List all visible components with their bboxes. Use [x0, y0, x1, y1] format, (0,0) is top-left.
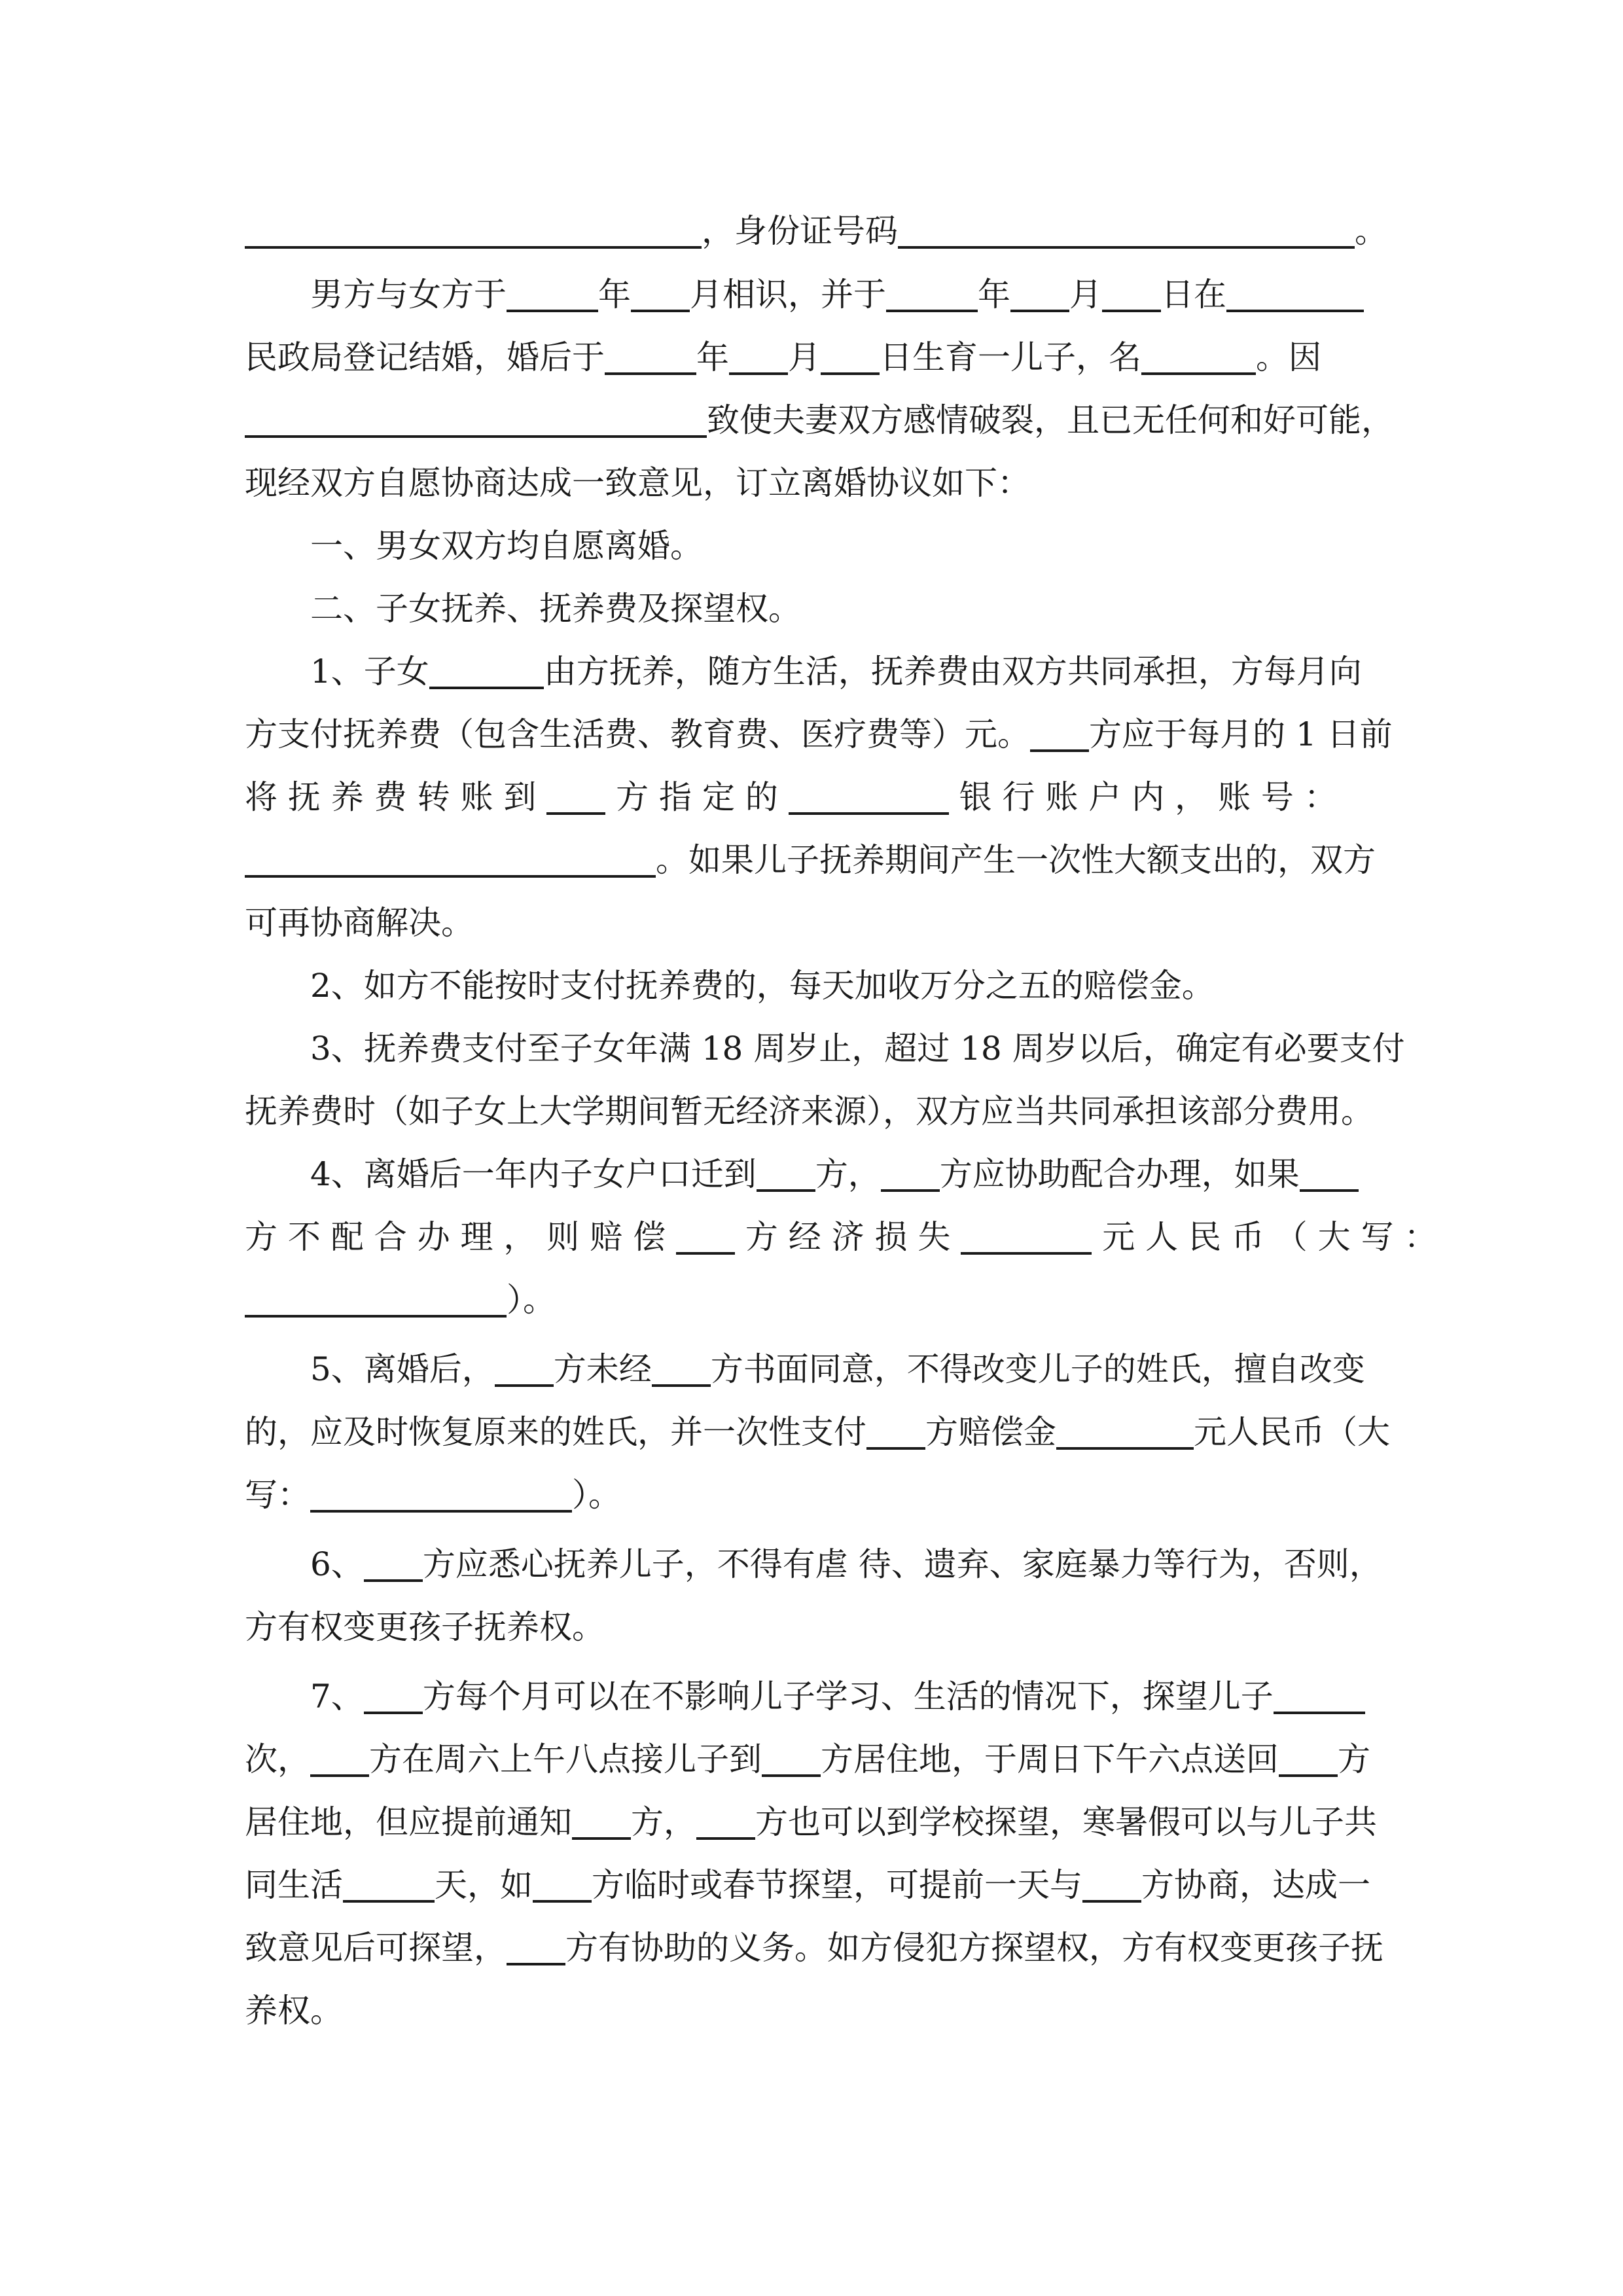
text-line: 民政局登记结婚，婚后于 年 月 日生育一儿子，名 。因: [245, 338, 1321, 376]
blank-field: [886, 310, 978, 312]
text-line: 方 不 配 合 办 理 ， 则 赔 偿 方 经 济 损 失 元 人 民 币 （ 大 写 ：: [245, 1218, 1437, 1256]
blank-field: [631, 310, 690, 312]
blank-field: [1102, 310, 1161, 312]
blank-field: [789, 812, 949, 815]
blank-field: [507, 1963, 565, 1965]
blank-field: [245, 1315, 507, 1318]
text-line: 次， 方在周六上午八点接儿子到 方居住地，于周日下午六点送回 方: [245, 1740, 1370, 1778]
text-line: 方有权变更孩子抚养权。: [245, 1608, 605, 1646]
blank-field: [364, 1712, 423, 1714]
text-line: 将 抚 养 费 转 账 到 方 指 定 的 银 行 账 户 内 ， 账 号 ：: [245, 778, 1337, 816]
blank-field: [757, 1189, 815, 1192]
blank-field: [961, 1252, 1092, 1255]
blank-field: [572, 1837, 631, 1840]
text-line: 的，应及时恢复原来的姓氏，并一次性支付 方赔偿金 元人民币（大: [245, 1413, 1390, 1451]
blank-field: [1300, 1189, 1359, 1192]
blank-field: [1010, 310, 1069, 312]
blank-field: [1226, 310, 1364, 312]
blank-field: [898, 246, 1355, 249]
text-line: 男方与女方于 年 月相识，并于 年 月 日在: [245, 263, 1378, 326]
blank-field: [310, 1510, 572, 1513]
blank-field: [245, 246, 702, 249]
blank-field: [364, 1579, 423, 1582]
text-line: 。如果儿子抚养期间产生一次性大额支出的，双方: [245, 829, 1378, 891]
text-line: 养权。: [245, 1992, 343, 2030]
text-line: 一、男女双方均自愿离婚。: [310, 527, 703, 565]
text-line: 4、离婚后一年内子女户口迁到 方， 方应协助配合办理，如果: [245, 1143, 1378, 1206]
blank-field: [696, 1837, 755, 1840]
text-line: 5、离婚后， 方未经 方书面同意，不得改变儿子的姓氏，擅自改变: [310, 1350, 1365, 1388]
blank-field: [881, 1189, 940, 1192]
blank-field: [1279, 1774, 1338, 1777]
blank-field: [652, 1384, 711, 1387]
blank-field: [729, 372, 788, 375]
blank-field: [495, 1384, 554, 1387]
blank-field: [762, 1774, 821, 1777]
blank-field: [1030, 749, 1089, 752]
text-line: 6、 方应悉心抚养儿子，不得有虐 待、遗弃、家庭暴力等行为，否则，: [310, 1545, 1382, 1583]
blank-field: [821, 372, 880, 375]
text-line: ）。: [245, 1268, 1378, 1331]
text-line: ，身份证号码 。: [245, 200, 1378, 262]
blank-field: [605, 372, 696, 375]
text-line: 抚养费时（如子女上大学期间暂无经济来源），双方应当共同承担该部分费用。: [245, 1092, 1374, 1130]
text-line: 1、子女 由方抚养，随方生活，抚养费由双方共同承担，方每月向: [310, 653, 1362, 691]
blank-field: [429, 687, 544, 689]
blank-field: [1141, 372, 1256, 375]
blank-field: [676, 1252, 735, 1255]
text-line: 3、抚养费支付至子女年满 18 周岁止，超过 18 周岁以后，确定有必要支付: [310, 1030, 1405, 1067]
text-line: 二、子女抚养、抚养费及探望权。: [310, 590, 801, 628]
text-line: 致使夫妻双方感情破裂，且已无任何和好可能，: [245, 389, 1378, 452]
blank-field: [245, 875, 656, 878]
text-line: 同生活 天，如 方临时或春节探望，可提前一天与 方协商，达成一: [245, 1866, 1370, 1904]
blank-field: [310, 1774, 369, 1777]
text-line: 2、如方不能按时支付抚养费的，每天加收万分之五的赔偿金。: [310, 967, 1215, 1005]
blank-field: [1274, 1712, 1365, 1714]
blank-field: [343, 1900, 435, 1903]
blank-field: [507, 310, 598, 312]
text-line: 现经双方自愿协商达成一致意见，订立离婚协议如下：: [245, 464, 1030, 502]
text-line: 致意见后可探望， 方有协助的义务。如方侵犯方探望权，方有权变更孩子抚: [245, 1929, 1383, 1967]
text-line: 7、 方每个月可以在不影响儿子学习、生活的情况下，探望儿子: [245, 1665, 1378, 1728]
blank-field: [533, 1900, 592, 1903]
text-line: 可再协商解决。: [245, 904, 474, 942]
blank-field: [1082, 1900, 1141, 1903]
text-line: 居住地，但应提前通知 方， 方也可以到学校探望，寒暑假可以与儿子共: [245, 1803, 1377, 1841]
blank-field: [245, 435, 707, 438]
text-line: 写： ）。: [245, 1476, 621, 1514]
blank-field: [1056, 1447, 1194, 1450]
text-line: 方支付抚养费（包含生活费、教育费、医疗费等）元。 方应于每月的 1 日前: [245, 715, 1393, 753]
blank-field: [866, 1447, 925, 1450]
blank-field: [546, 812, 605, 815]
